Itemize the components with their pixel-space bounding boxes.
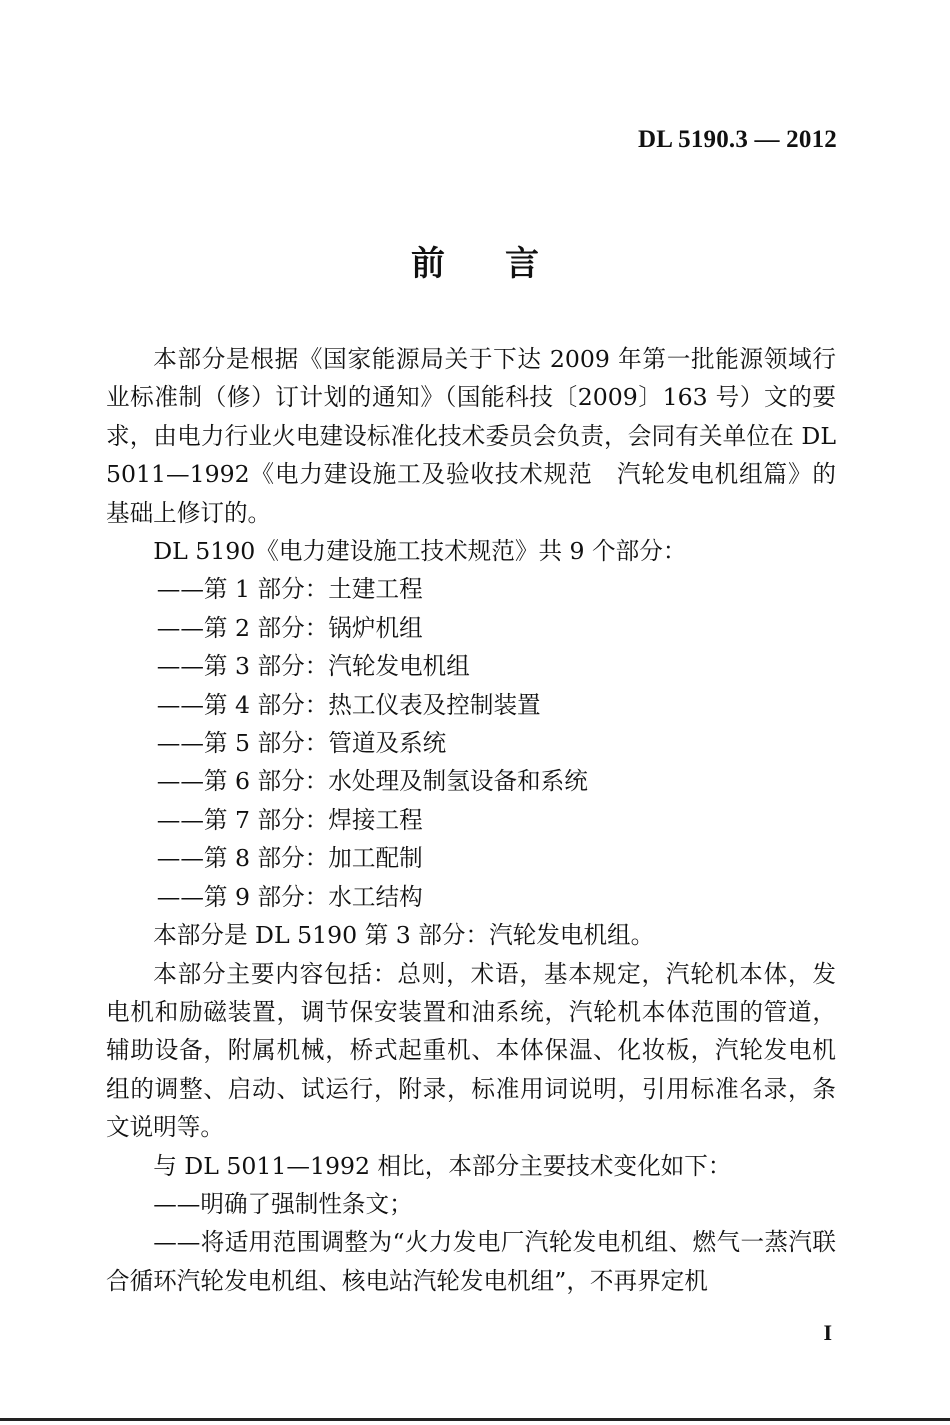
paragraph-basis: 本部分是根据《国家能源局关于下达 2009 年第一批能源领域行业标准制（修）订计划的通知》（国能科技〔2009〕163 号）文的要求，由电力行业火电建设标准化技术委员会负责，会同有关单位在 DL 5011—1992《电力建设施工及验收技术规范 汽轮发电机组篇》的基础上修订的。 [106, 345, 836, 527]
list-item: ——第 5 部分：管道及系统 [156, 729, 447, 758]
list-item: ——第 6 部分：水处理及制氢设备和系统 [156, 767, 588, 796]
list-item: ——第 3 部分：汽轮发电机组 [156, 652, 470, 681]
document-code: DL 5190.3 — 2012 [637, 126, 837, 153]
list-item-change: ——明确了强制性条文； [153, 1189, 413, 1218]
page-title: 前言 [411, 244, 599, 284]
page-bottom-edge [0, 1418, 950, 1421]
list-item: ——第 4 部分：热工仪表及控制装置 [156, 690, 541, 719]
list-item: ——第 1 部分：土建工程 [156, 575, 423, 604]
list-item-change: ——将适用范围调整为“火力发电厂汽轮发电机组、燃气一蒸汽联合循环汽轮发电机组、核电站汽轮发电机组”，不再界定机 [106, 1228, 836, 1295]
list-item: ——第 8 部分：加工配制 [156, 844, 423, 873]
list-item: ——第 7 部分：焊接工程 [156, 805, 423, 834]
page-number: I [823, 1320, 832, 1345]
paragraph-contents: 本部分主要内容包括：总则，术语，基本规定，汽轮机本体，发电机和励磁装置，调节保安装置和油系统，汽轮机本体范围的管道，辅助设备，附属机械，桥式起重机、本体保温、化妆板，汽轮发电机组的调整、启动、试运行，附录，标准用词说明，引用标准名录，条文说明等。 [106, 959, 836, 1142]
paragraph-this-part: 本部分是 DL 5190 第 3 部分：汽轮发电机组。 [153, 921, 655, 950]
body-text [106, 340, 836, 1300]
paragraph-parts-intro: DL 5190《电力建设施工技术规范》共 9 个部分： [153, 537, 687, 566]
list-item: ——第 9 部分：水工结构 [156, 882, 423, 911]
list-item: ——第 2 部分：锅炉机组 [156, 613, 423, 642]
paragraph-changes-intro: 与 DL 5011—1992 相比，本部分主要技术变化如下： [153, 1151, 732, 1180]
